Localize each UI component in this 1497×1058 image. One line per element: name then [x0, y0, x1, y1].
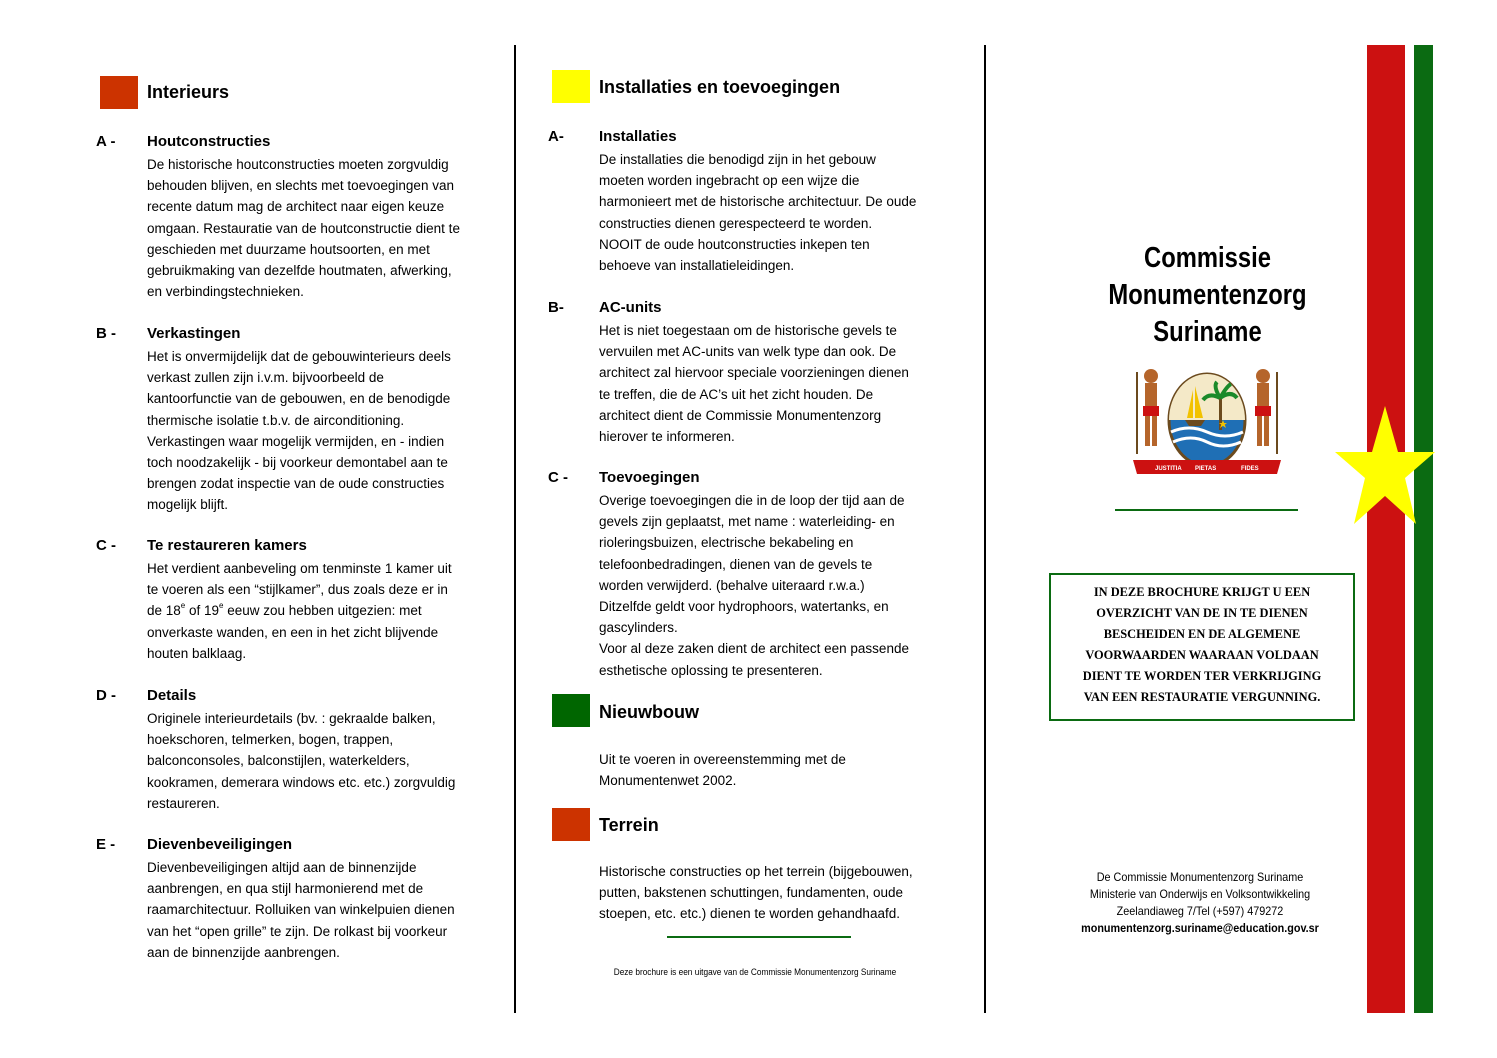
coat-of-arms-icon — [1131, 362, 1283, 478]
nieuwbouw-body: Uit te voeren in overeenstemming met de Monumentenwet 2002. — [599, 752, 846, 789]
terrein-body: Historische constructies op het terrein (bijgebouwen, putten, bakstenen schuttingen, fundamenten, oude stoepen, etc. etc.) dienen te worden gehandhaafd. — [599, 864, 913, 922]
item-title: Dievenbeveiligingen — [147, 836, 293, 853]
section-interieurs — [100, 76, 230, 109]
item-body: Het is niet toegestaan om de historische gevels te vervuilen met AC-units van welk type dan ook. De architect zal hiervoor speciale voorzieningen dienen te treffen, die de AC’s uit het zicht houden. De architect dient de Commissie Monumentenzorg hierover te informeren. — [599, 323, 909, 445]
item-body: Overige toevoegingen die in de loop der tijd aan de gevels zijn geplaatst, met name : waterleiding- en rioleringsbuizen, electrische bekabeling en telefoonbedradingen, dienen van de gevels te worden verwijderd. (behalve uiteraard r.w.a.) Ditzelfde geldt voor hydrophoors, watertanks, en gascylinders. Voor al deze zaken dient de architect een passende esthetische oplossing te presenteren. — [599, 493, 909, 678]
item-letter: C - — [548, 469, 568, 486]
ribbon-word: JUSTITIA — [1155, 466, 1182, 472]
item-letter: C - — [96, 537, 116, 554]
section-title: Installaties en toevoegingen — [599, 77, 841, 97]
item-letter: A- — [548, 128, 564, 145]
item-title: AC-units — [599, 299, 662, 316]
item-title: Verkastingen — [147, 325, 241, 342]
item-body: Het verdient aanbeveling om tenminste 1 kamer uit te voeren als een “stijlkamer”, dus zoals deze er in de 18e of 19e eeuw zou hebben uitgezien: met onverkaste wanden, en een in het zicht blijvende houten balklaag. — [147, 561, 452, 661]
contact-org: De Commissie Monumentenzorg Suriname — [1096, 870, 1304, 884]
contact-email[interactable]: monumentenzorg.suriname@education.gov.sr — [1081, 921, 1319, 935]
century-line: de 18e of 19e eeuw zou hebben uitgezien: met — [147, 601, 422, 619]
brand-title — [1087, 240, 1329, 351]
red-stripe — [1367, 45, 1405, 1013]
contact-address: Zeelandiaweg 7/Tel (+597) 479272 — [1116, 904, 1284, 918]
divider-left — [514, 45, 516, 1013]
item-title: Toevoegingen — [599, 469, 700, 486]
section-title: Nieuwbouw — [599, 702, 699, 722]
item-title: Houtconstructies — [147, 133, 271, 150]
yellow-swatch — [552, 70, 590, 103]
green-divider — [1115, 509, 1298, 511]
green-swatch — [552, 694, 590, 727]
item-letter: B- — [548, 299, 564, 316]
item-body: Het is onvermijdelijk dat de gebouwinterieurs deels verkast zullen zijn i.v.m. bijvoorbeeld de kantoorfunctie van de gebouwen, en de benodigde thermische isolatie t.b.v. de airconditioning. Verkastingen waar mogelijk vermijden, en - indien toch noodzakelijk - bij voorkeur demontabel aan te brengen zodat inspectie van de oude constructies mogelijk blijft. — [147, 349, 451, 513]
section-installaties — [552, 70, 841, 103]
brand-line: Commissie — [1144, 242, 1271, 274]
footer-note: Deze brochure is een uitgave van de Commissie Monumentenzorg Suriname — [613, 967, 897, 977]
section-title: Interieurs — [147, 82, 230, 102]
item-letter: D - — [96, 687, 116, 704]
item-letter: E - — [96, 836, 116, 853]
green-divider — [667, 936, 851, 938]
ribbon-word: FIDES — [1241, 466, 1259, 472]
item-title: Installaties — [599, 128, 677, 145]
section-nieuwbouw — [552, 694, 699, 727]
green-stripe — [1414, 45, 1433, 1013]
star-icon — [1334, 404, 1436, 526]
red-swatch — [100, 76, 138, 109]
item-body: Dievenbeveiligingen altijd aan de binnenzijde aanbrengen, en qua stijl harmonierend met de raamarchitectuur. Rolluiken van winkelpuien dienen van het “open grille” te zijn. De rolkast bij voorkeur aan de binnenzijde aanbrengen. — [147, 860, 455, 960]
brand-line: Monumentenzorg — [1108, 279, 1307, 311]
brand-line: Suriname — [1153, 316, 1262, 348]
item-body: Originele interieurdetails (bv. : gekraalde balken, hoekschoren, telmerken, bogen, trappen, balconconsoles, balconstijlen, waterkelders, kookramen, demerara windows etc. etc.) zorgvuldig restaureren. — [147, 711, 456, 811]
item-letter: A - — [96, 133, 116, 150]
item-title: Te restaureren kamers — [147, 537, 307, 554]
item-body: De historische houtconstructies moeten zorgvuldig behouden blijven, en slechts met toevoegingen van recente datum mag de architect naar eigen keuze omgaan. Restauratie van de houtconstructie dient te geschieden met duurzame houtsoorten, en met gebruikmaking van dezelfde houtmaten, afwerking, en verbindingstechnieken. — [147, 157, 460, 300]
contact-ministry: Ministerie van Onderwijs en Volksontwikkeling — [1089, 887, 1311, 901]
item-body: De installaties die benodigd zijn in het gebouw moeten worden ingebracht op een wijze die harmonieert met de historische architectuur. De oude constructies dienen gerespecteerd te worden. NOOIT de oude houtconstructies inkepen ten behoeve van installatieleidingen. — [599, 152, 917, 274]
red-swatch — [552, 808, 590, 841]
ribbon-word: PIETAS — [1195, 466, 1217, 472]
contact-info — [1056, 869, 1344, 937]
divider-right — [984, 45, 986, 1013]
section-title: Terrein — [599, 815, 659, 835]
item-letter: B - — [96, 325, 116, 342]
item-title: Details — [147, 687, 197, 704]
section-terrein — [552, 808, 659, 841]
notice-box: IN DEZE BROCHURE KRIJGT U EEN OVERZICHT VAN DE IN TE DIENEN BESCHEIDEN EN DE ALGEMENE VOORWAARDEN WAARAAN VOLDAAN DIENT TE WORDEN TER VERKRIJGING VAN EEN RESTAURATIE VERGUNNING. — [1049, 573, 1355, 721]
